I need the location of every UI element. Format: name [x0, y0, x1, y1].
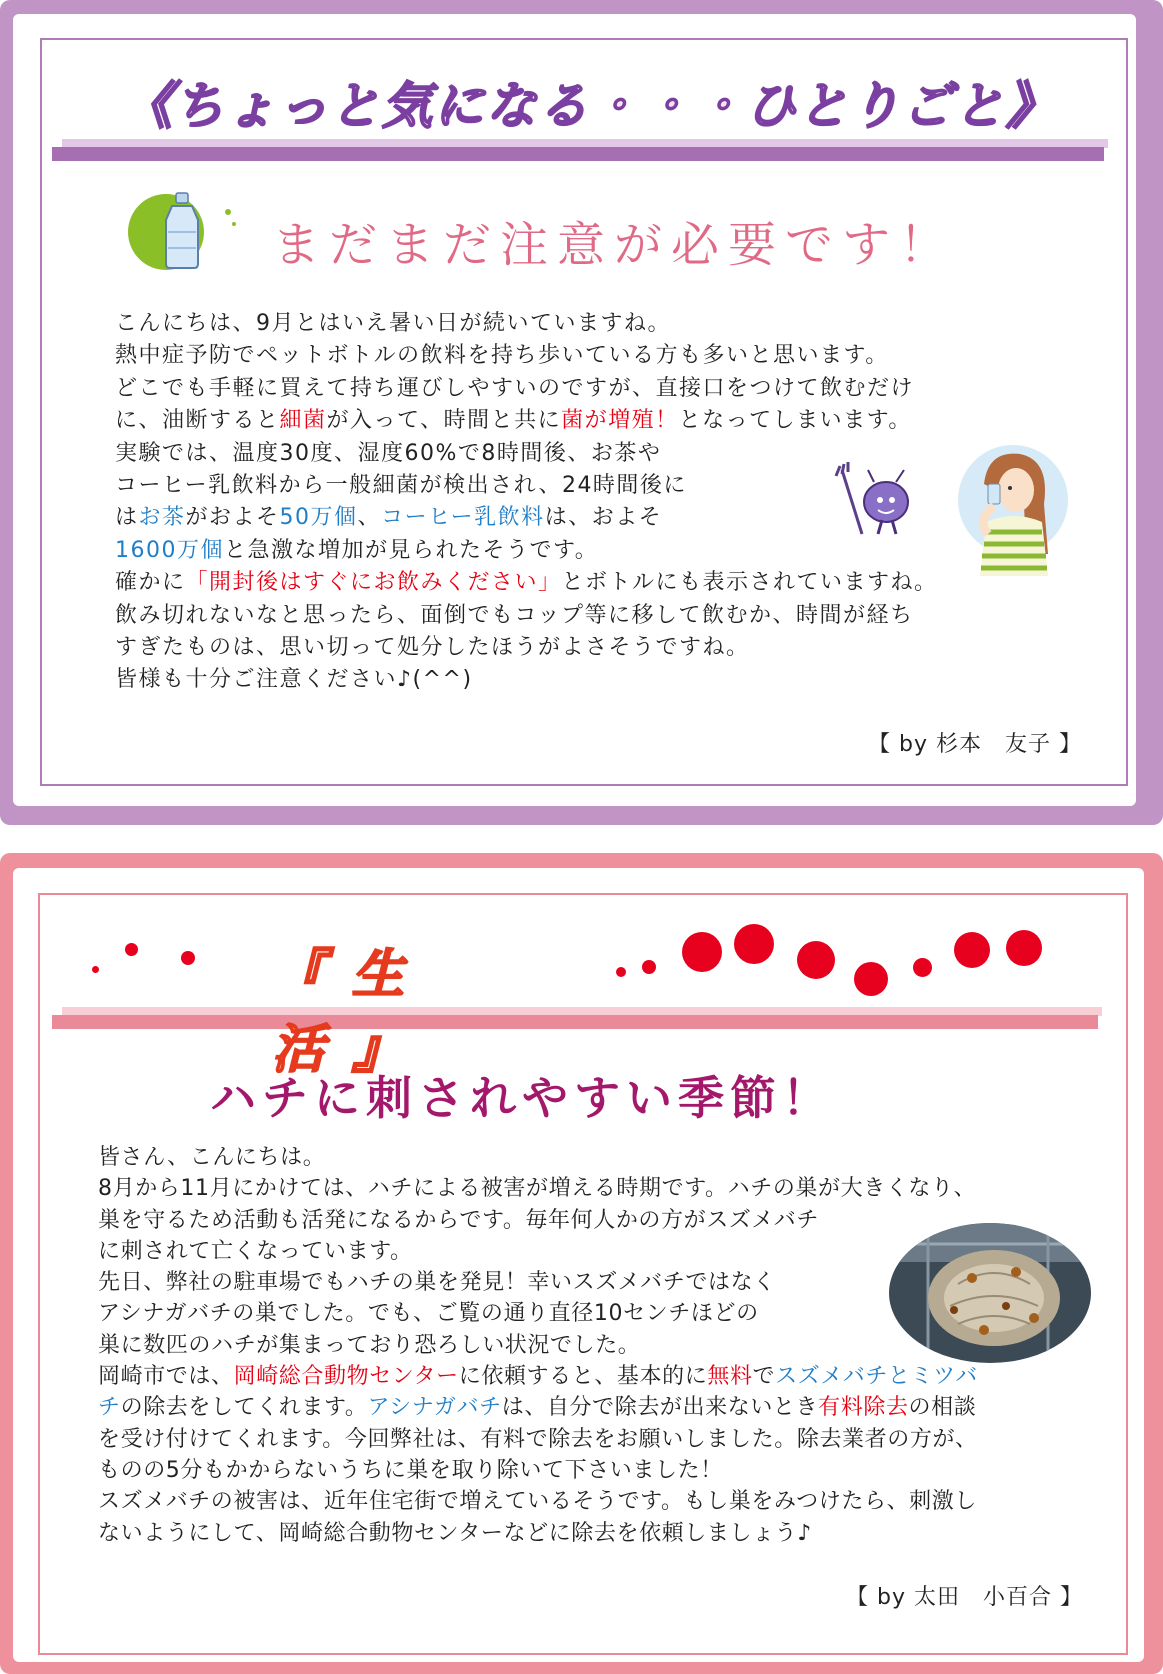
body-text: どこでも手軽に買えて持ち運びしやすいのですが、直接口をつけて飲むだけ [115, 375, 915, 401]
decor-dot [181, 951, 195, 965]
section2-title: ハチに刺されやすい季節！ [210, 1071, 834, 1125]
decor-dot [682, 932, 722, 972]
body-text: ないようにして、岡崎総合動物センターなどに除去を依頼しましょう♪ [98, 1520, 812, 1546]
body-text: に、油断すると [115, 408, 280, 434]
body-text: 熱中症予防でペットボトルの飲料を持ち歩いている方も多いと思います。 [115, 343, 889, 369]
body1-line [115, 405, 1075, 437]
body-text: となってしまいます。 [678, 408, 912, 434]
highlight-text: 岡崎総合動物センター [233, 1364, 459, 1390]
body2-line [98, 1361, 1098, 1392]
body-text: に依頼すると、基本的に [458, 1364, 708, 1390]
decor-dot [797, 941, 835, 979]
body-text: とボトルにも表示されていますね。 [561, 570, 938, 596]
body2-line [98, 1486, 1098, 1517]
body-text: 飲み切れないなと思ったら、面倒でもコップ等に移して飲むか、時間が経ち [115, 602, 914, 628]
highlight-text: コーヒー乳飲料 [381, 505, 545, 531]
body-text: コーヒー乳飲料から一般細菌が検出され、24時間後に [115, 473, 687, 499]
body-text: が入って、時間と共に [326, 408, 562, 434]
section1-signature: 【 by 杉本 友子 】 [868, 732, 1082, 757]
decor-dot [92, 966, 99, 973]
body-text: は [115, 505, 139, 531]
highlight-text: 菌が増殖！ [561, 408, 679, 434]
body-text: は、自分で除去が出来ないとき [501, 1395, 819, 1421]
body-text: 皆さん、こんにちは。 [98, 1145, 326, 1170]
highlight-text: 「開封後はすぐにお飲みください」 [185, 570, 562, 596]
section2-signature: 【 by 太田 小百合 】 [846, 1585, 1083, 1610]
body-text: すぎたものは、思い切って処分したほうがよさそうですね。 [115, 635, 750, 661]
body2-line [98, 1455, 1098, 1486]
decor-dot [616, 967, 626, 977]
woman-drinking-illustration [958, 444, 1068, 576]
decor-dot [954, 932, 990, 968]
highlight-text: 細菌 [279, 408, 327, 434]
body1-line [115, 373, 1075, 405]
body-text: スズメバチの被害は、近年住宅街で増えているそうです。もし巣をみつけたら、刺激し [98, 1489, 977, 1515]
body1-line [115, 600, 1075, 632]
body-text: 実験では、温度30度、湿度60%で8時間後、お茶や [115, 440, 662, 466]
body-text: 、 [357, 505, 382, 531]
body-text: ものの5分もかからないうちに巣を取り除いて下さいました！ [98, 1457, 723, 1483]
highlight-text: チ [98, 1395, 121, 1421]
body-text: で [752, 1364, 776, 1390]
body-text: アシナガバチの巣でした。でも、ご覧の通り直径10センチほどの [98, 1301, 759, 1327]
body1-line [115, 340, 1075, 372]
section1-header-bar [52, 147, 1104, 161]
section1-header: 《ちょっと気になる・・・ひとりごと》 [122, 77, 1058, 135]
body-text: に刺されて亡くなっています。 [98, 1238, 413, 1264]
body2-line [98, 1424, 1098, 1455]
body-text: と急激な増加が見られたそうです。 [224, 537, 599, 563]
body2-line [98, 1142, 1098, 1173]
decor-dot [913, 958, 932, 977]
body-text: 巣に数匹のハチが集まっており恐ろしい状況でした。 [98, 1332, 641, 1358]
section2-header: 『生 活』 [272, 945, 433, 1080]
body1-line [115, 308, 1075, 340]
body-text: の除去をしてくれます。 [120, 1395, 368, 1421]
body-text: こんにちは、9月とはいえ暑い日が続いていますね。 [115, 311, 671, 336]
body-text: 8月から11月にかけては、ハチによる被害が増える時期です。ハチの巣が大きくなり、 [98, 1176, 977, 1202]
body2-line [98, 1518, 1098, 1549]
body1-line [115, 632, 1075, 664]
body-text: がおよそ [185, 505, 280, 531]
decor-dot [642, 960, 656, 974]
decor-dot [734, 924, 774, 964]
body1-line [115, 567, 1075, 599]
water-bottle-icon [124, 190, 244, 270]
highlight-text: 1600万個 [115, 537, 224, 563]
decor-dot [854, 962, 888, 996]
body1-line [115, 502, 1075, 534]
body-text: は、およそ [544, 505, 663, 531]
wasp-nest-photo [888, 1222, 1092, 1364]
highlight-text: スズメバチとミツバ [775, 1364, 978, 1390]
body1-line [115, 438, 1075, 470]
body1-line [115, 470, 1075, 502]
germ-devil-illustration [834, 462, 924, 540]
body2-line [98, 1392, 1098, 1423]
highlight-text: 無料 [707, 1364, 753, 1390]
highlight-text: 50万個 [279, 505, 358, 531]
highlight-text: アシナガバチ [367, 1395, 502, 1421]
section1-title: まだまだ注意が必要です！ [272, 217, 957, 273]
body-text: 先日、弊社の駐車場でもハチの巣を発見！幸いスズメバチではなく [98, 1270, 776, 1296]
decor-dot [125, 943, 138, 956]
section1-body [115, 308, 1075, 697]
highlight-text: 有料除去 [818, 1395, 909, 1421]
body-text: 確かに [115, 570, 186, 596]
body1-line [115, 535, 1075, 567]
highlight-text: お茶 [138, 505, 186, 531]
body-text: を受け付けてくれます。今回弊社は、有料で除去をお願いしました。除去業者の方が、 [98, 1426, 978, 1452]
body-text: 巣を守るため活動も活発になるからです。毎年何人かの方がスズメバチ [98, 1207, 820, 1233]
decor-dot [1006, 930, 1042, 966]
body1-line [115, 664, 1075, 696]
body-text: 皆様も十分ご注意ください♪(^^) [115, 667, 473, 693]
body-text: 岡崎市では、 [98, 1364, 234, 1390]
body2-line [98, 1173, 1098, 1204]
body-text: の相談 [908, 1395, 977, 1421]
